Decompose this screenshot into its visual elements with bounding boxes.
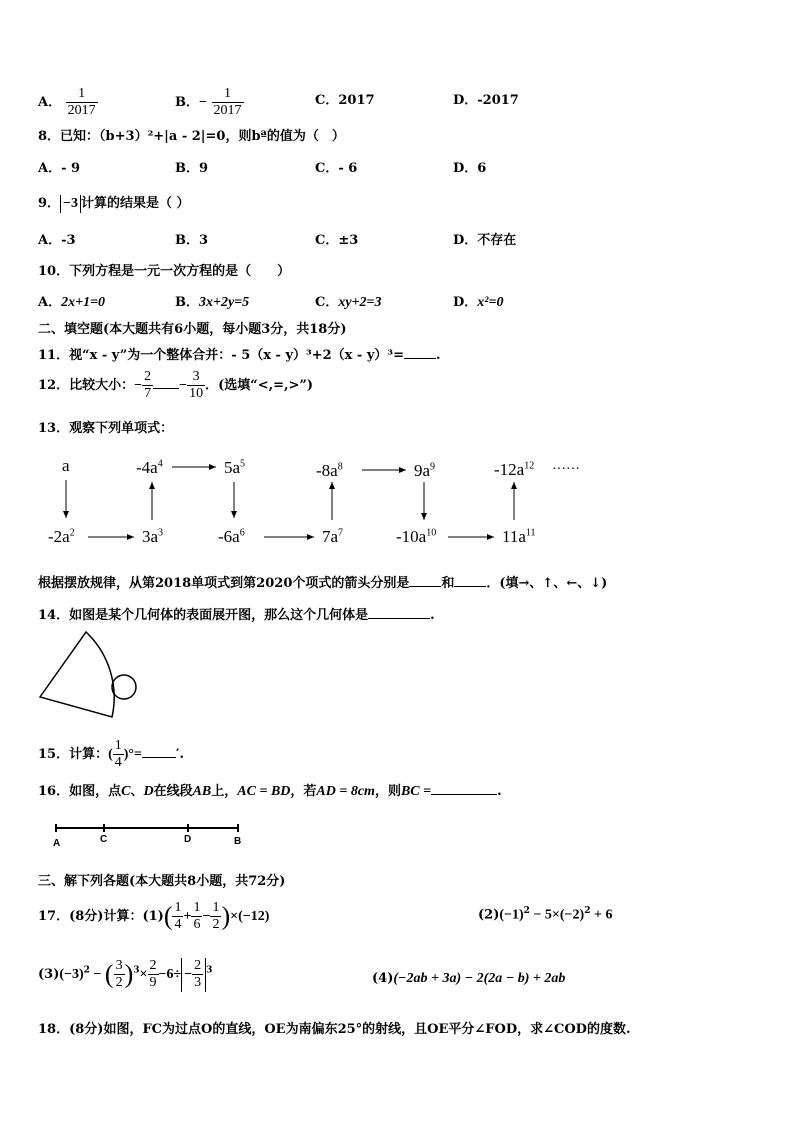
q13-ellipsis: …… — [552, 458, 580, 473]
q12-stem: 12．比较大小：− $\frac{2}{7}$ − $\frac{3}{10}$ ．(选填“<,=,>”) — [38, 369, 314, 401]
q13-term: $-6a^6$ — [218, 527, 245, 546]
q8-stem: 8．已知：（b+3）²+|a - 2|=0，则bª的值为（ ） — [38, 129, 345, 144]
q9-option-a: A．-3 — [38, 233, 76, 248]
section-3-heading: 三、解下列各题(本大题共8小题，共72分) — [38, 874, 286, 889]
answer-blank — [431, 794, 497, 795]
q13-term: $-2a^2$ — [48, 527, 75, 546]
q13-stem: 13．观察下列单项式： — [38, 421, 174, 436]
q13-term: $-8a^8$ — [316, 461, 343, 480]
sector-shape — [40, 632, 114, 717]
q13-term: $5a^5$ — [224, 458, 246, 477]
q16-segment-diagram — [50, 818, 250, 858]
q10-option-d: D．x²=0 — [453, 295, 504, 310]
q13-term: $7a^7$ — [322, 527, 344, 546]
q9-option-d: D．不存在 — [453, 233, 517, 248]
q10-option-b: B．3x+2y=5 — [175, 295, 250, 310]
q7-option-a: A． $\frac{1}{2017}$ — [38, 86, 96, 118]
answer-blank — [368, 618, 430, 619]
point-label-c: C — [100, 834, 108, 845]
q13-term: $3a^3$ — [142, 527, 164, 546]
q13-term: $11a^{11}$ — [502, 527, 536, 546]
point-label-a: A — [53, 838, 61, 849]
q17-part-3: $(3)(-3)^2$ − ( $\frac{3}{2}$ )$^3$× $\frac{2}{9}$ −6÷ − $\frac{2}{3}$ $^3$ — [38, 958, 213, 990]
q9-option-b: B．3 — [175, 233, 209, 248]
q17-part-2: $(2)(-1)^2 - 5\times(-2)^2 + 6$ — [478, 906, 613, 923]
q15-stem: 15．计算：( $\frac{1}{4}$ )°= ′. — [38, 738, 184, 770]
q13-term: $-4a^4$ — [136, 458, 163, 477]
abs-value: −3 — [60, 195, 81, 213]
q10-option-c: C．xy+2=3 — [315, 295, 382, 310]
q13-term: a — [62, 456, 70, 475]
q13-rule: 根据摆放规律，从第2018单项式到第2020个项式的箭头分别是 和 ．(填→、↑、←、↓) — [38, 576, 608, 591]
point-label-b: B — [234, 836, 242, 847]
answer-blank — [454, 586, 486, 587]
q7-option-c: C．2017 — [315, 93, 375, 108]
q13-term: $-12a^{12}$ — [494, 460, 535, 479]
q10-option-a: A．2x+1=0 — [38, 295, 106, 310]
answer-blank — [409, 586, 441, 587]
q13-term: $-10a^{10}$ — [396, 527, 437, 546]
q13-term: $9a^9$ — [414, 461, 436, 480]
q9-stem: 9． −3 计算的结果是（ ） — [38, 196, 190, 211]
answer-blank — [153, 388, 179, 389]
q8-option-d: D．6 — [453, 161, 487, 176]
q14-cone-net — [30, 630, 150, 725]
answer-blank — [404, 358, 436, 359]
answer-blank — [142, 757, 176, 758]
q7-option-d: D．-2017 — [453, 93, 519, 108]
q11-stem: 11．视“x - y”为一个整体合并：- 5（x - y）³+2（x - y）³= . — [38, 348, 441, 363]
q9-option-c: C．±3 — [315, 233, 359, 248]
q17-part-4: (4)(−2ab + 3a) − 2(2a − b) + 2ab — [372, 971, 566, 986]
q8-option-a: A．- 9 — [38, 161, 81, 176]
base-circle — [112, 675, 136, 699]
q8-option-c: C．- 6 — [315, 161, 358, 176]
section-2-heading: 二、填空题(本大题共有6小题，每小题3分，共18分) — [38, 322, 347, 337]
q16-stem: 16．如图，点C、D在线段AB上，AC = BD，若AD = 8cm，则BC = . — [38, 784, 502, 799]
q17-part-1: 17．(8分)计算：(1)( $\frac{1}{4}$ + $\frac{1}{6}$ − $\frac{1}{2}$ )×(−12) — [38, 900, 270, 932]
q8-option-b: B．9 — [175, 161, 209, 176]
point-label-d: D — [184, 834, 192, 845]
q7-option-b: B．− $\frac{1}{2017}$ — [175, 86, 242, 118]
q18-stem: 18．(8分)如图，FC为过点O的直线，OE为南偏东25°的射线，且OE平分∠FOD，求∠COD的度数. — [38, 1022, 631, 1037]
q10-stem: 10．下列方程是一元一次方程的是（ ） — [38, 264, 291, 279]
q14-stem: 14．如图是某个几何体的表面展开图，那么这个几何体是 . — [38, 608, 435, 623]
